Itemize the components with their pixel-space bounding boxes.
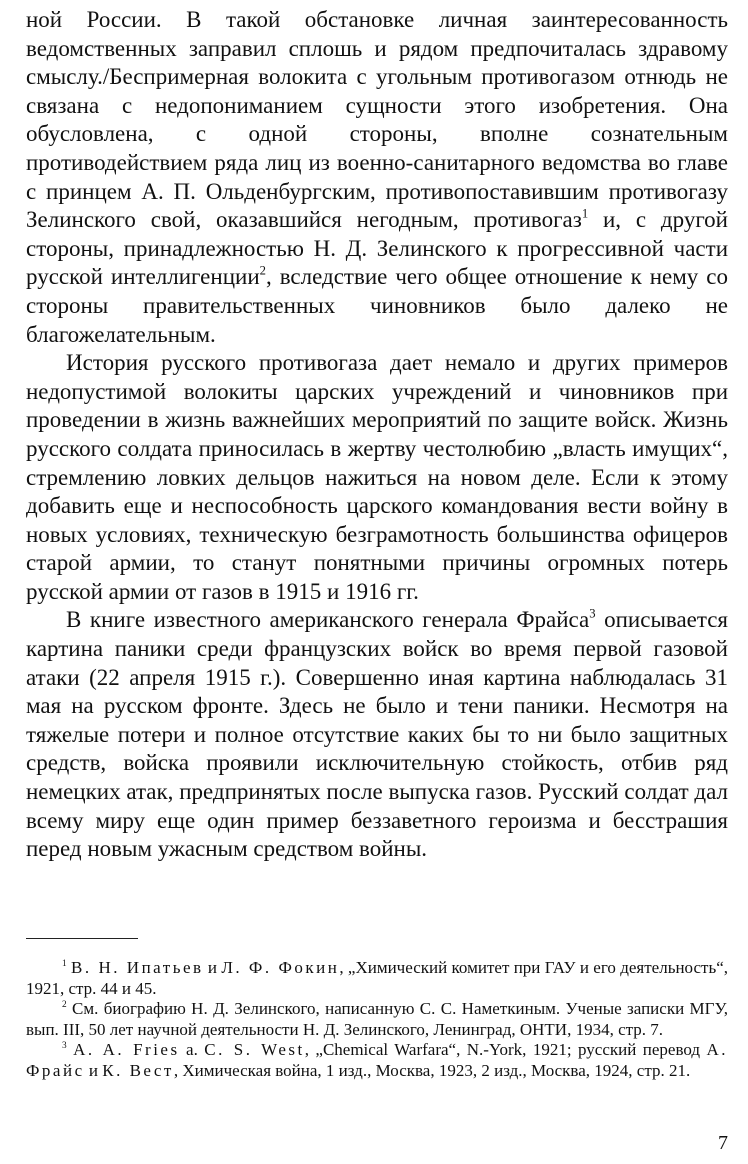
main-text	[26, 6, 728, 864]
footnote-ref: 2	[62, 1000, 67, 1010]
footnote-3	[26, 1040, 728, 1081]
text-run: , „Chemical Warfara“, N.-York, 1921; русский перевод	[304, 1040, 707, 1059]
page-number: 7	[718, 1132, 728, 1154]
text-run: См. биографию Н. Д. Зелинского, написанную С. С. Наметкиным. Ученые записки МГУ, вып. III, 50 лет научной деятельности Н. Д. Зелинского, Ленинград, ОНТИ, 1934, стр. 7.	[26, 999, 728, 1039]
footnote-2	[26, 999, 728, 1040]
footnote-ref: 3	[62, 1041, 67, 1051]
text-run: a.	[179, 1040, 205, 1059]
text-run: и, с другой стороны, принадлежностью Н. Д. Зелинского к прогрессивной части русской интеллигенции	[26, 207, 728, 290]
author-name: Л. Ф. Фокин	[221, 958, 340, 977]
author-name: А. Фрайс	[26, 1040, 729, 1080]
text-run: В книге известного американского генерала Фрайса	[66, 607, 590, 633]
text-run: ной России. В такой обстановке личная заинтересованность ведомственных заправил сплошь и рядом предпочиталась здравому смыслу./Беспримерная волокита с угольным противогазом отнюдь не связана с недопониманием сущности этого изобретения. Она обусловлена, с одной стороны, вполне сознательным противодействием ряда лиц из военно-санитарного ведомства во главе с принцем А. П. Ольденбургским, противопоставившим противогазу Зелинского свой, оказавшийся негодным, противогаз	[26, 7, 728, 233]
paragraph-1	[26, 6, 728, 349]
paragraph-3	[26, 606, 728, 863]
author-name: В. Н. Ипатьев	[71, 958, 204, 977]
footnote-ref: 2	[259, 263, 266, 278]
text-run: , Химическая война, 1 изд., Москва, 1923, 2 изд., Москва, 1924, стр. 21.	[173, 1060, 691, 1080]
text-run: и	[203, 958, 222, 977]
footnote-ref: 1	[62, 959, 67, 969]
text-run: и	[84, 1060, 103, 1080]
text-run: , „Химический комитет при ГАУ и его деятельность“, 1921, стр. 44 и 45.	[26, 958, 728, 998]
text-run: , вследствие чего общее отношение к нему со стороны правительственных чиновников было далеко не благожелательным.	[26, 264, 728, 347]
footnote-ref: 3	[589, 606, 596, 621]
footnote-ref: 1	[581, 206, 589, 221]
footnote-divider	[26, 938, 138, 939]
author-name: A. A. Fries	[73, 1040, 180, 1059]
text-run: История русского противогаза дает немало и других примеров недопустимой волокиты царских учреждений и чиновников при проведении в жизнь важнейших мероприятий по защите войск. Жизнь русского солдата приносилась в жертву честолюбию „власть имущих“, стремлению ловких дельцов нажиться на новом деле. Если к этому добавить еще и неспособность царского командования вести войну в новых условиях, техническую безграмотность большинства офицеров старой армии, то станут понятными причины огромных потерь русской армии от газов в 1915 и 1916 гг.	[26, 350, 728, 604]
author-name: К. Вест	[102, 1060, 174, 1080]
text-run: описывается картина паники среди французских войск во время первой газовой атаки (22 апреля 1915 г.). Совершенно иная картина наблюдалась 31 мая на русском фронте. Здесь не было и тени паники. Несмотря на тяжелые потери и полное отсутствие каких бы то ни было защитных средств, войска проявили исключительную стойкость, отбив ряд немецких атак, предпринятых после выпуска газов. Русский солдат дал всему миру еще один пример беззаветного героизма и бесстрашия перед новым ужасным средством войны.	[26, 607, 728, 862]
footnote-1	[26, 958, 728, 999]
author-name: C. S. West	[204, 1040, 305, 1059]
paragraph-2	[26, 349, 728, 606]
footnotes	[26, 958, 728, 1081]
